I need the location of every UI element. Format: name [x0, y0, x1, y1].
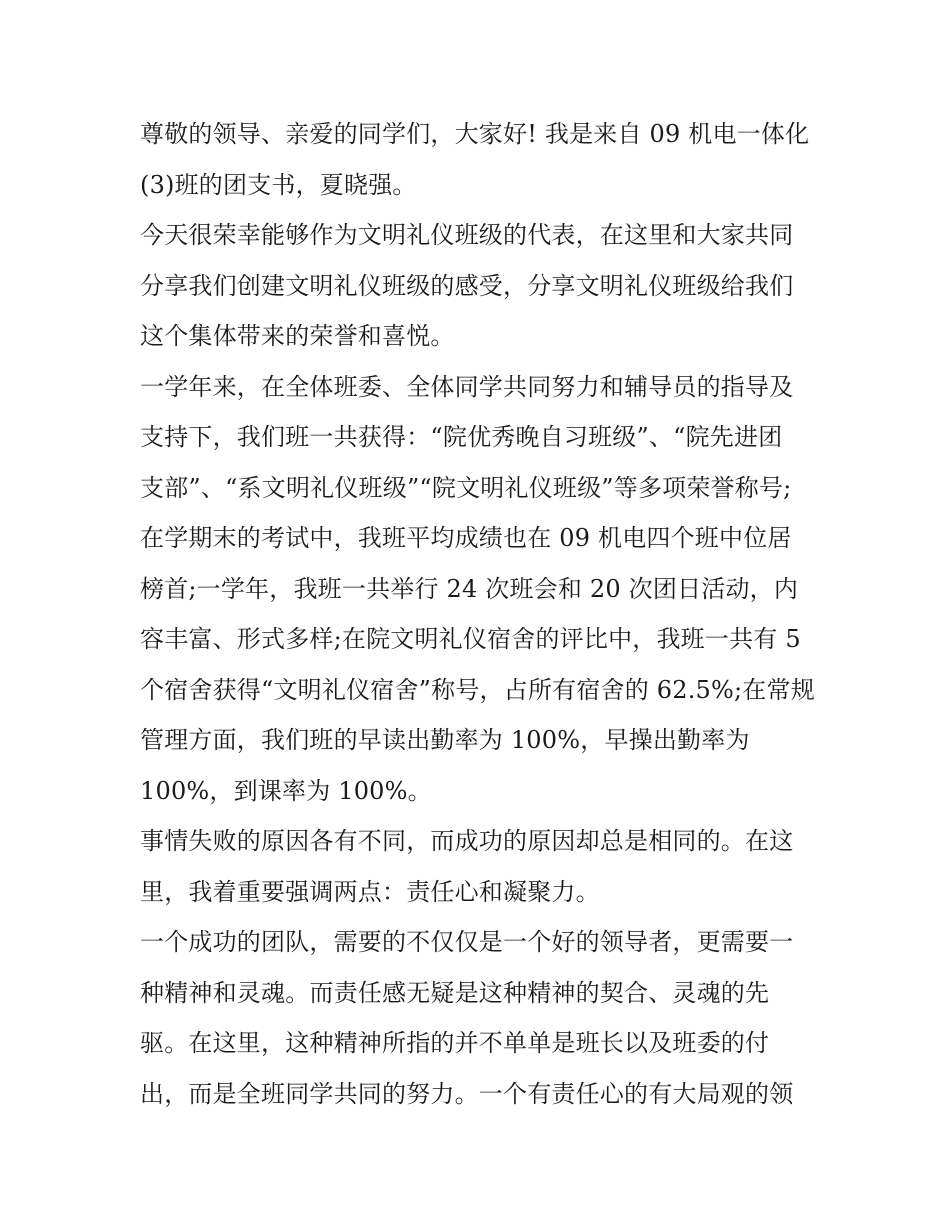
text-line: 分享我们创建文明礼仪班级的感受，分享文明礼仪班级给我们 — [140, 271, 794, 300]
text-line: 榜首;一学年，我班一共举行 24 次班会和 20 次团日活动，内 — [140, 574, 799, 603]
document-body — [140, 109, 820, 1119]
text-line: 100%，到课率为 100%。 — [140, 776, 432, 805]
text-line: (3)班的团支书，夏晓强。 — [140, 170, 417, 199]
text-line: 里，我着重要强调两点：责任心和凝聚力。 — [140, 877, 600, 906]
text-line: 一学年来，在全体班委、全体同学共同努力和辅导员的指导及 — [140, 372, 794, 401]
text-line: 驱。在这里，这种精神所指的并不单单是班长以及班委的付 — [140, 1029, 770, 1057]
text-line: 这个集体带来的荣誉和喜悦。 — [140, 322, 455, 350]
text-line: 尊敬的领导、亲爱的同学们，大家好! 我是来自 09 机电一体化 — [140, 120, 810, 148]
text-line: 在学期末的考试中，我班平均成绩也在 09 机电四个班中位居 — [140, 524, 792, 552]
text-line: 事情失败的原因各有不同，而成功的原因却总是相同的。在这 — [140, 827, 794, 855]
text-line: 支部”、“系文明礼仪班级”“院文明礼仪班级”等多项荣誉称号; — [140, 473, 792, 502]
text-line: 支持下，我们班一共获得：“院优秀晚自习班级”、“院先进团 — [140, 423, 783, 451]
text-line: 种精神和灵魂。而责任感无疑是这种精神的契合、灵魂的先 — [140, 978, 770, 1007]
text-line: 管理方面，我们班的早读出勤率为 100%，早操出勤率为 — [140, 726, 750, 754]
text-line: 个宿舍获得“文明礼仪宿舍”称号，占所有宿舍的 62.5%;在常规 — [140, 675, 815, 704]
text-line: 出，而是全班同学共同的努力。一个有责任心的有大局观的领 — [140, 1079, 794, 1108]
text-line: 一个成功的团队，需要的不仅仅是一个好的领导者，更需要一 — [140, 928, 794, 956]
text-line: 今天很荣幸能够作为文明礼仪班级的代表，在这里和大家共同 — [140, 221, 794, 249]
text-line: 容丰富、形式多样;在院文明礼仪宿舍的评比中，我班一共有 5 — [140, 625, 801, 653]
